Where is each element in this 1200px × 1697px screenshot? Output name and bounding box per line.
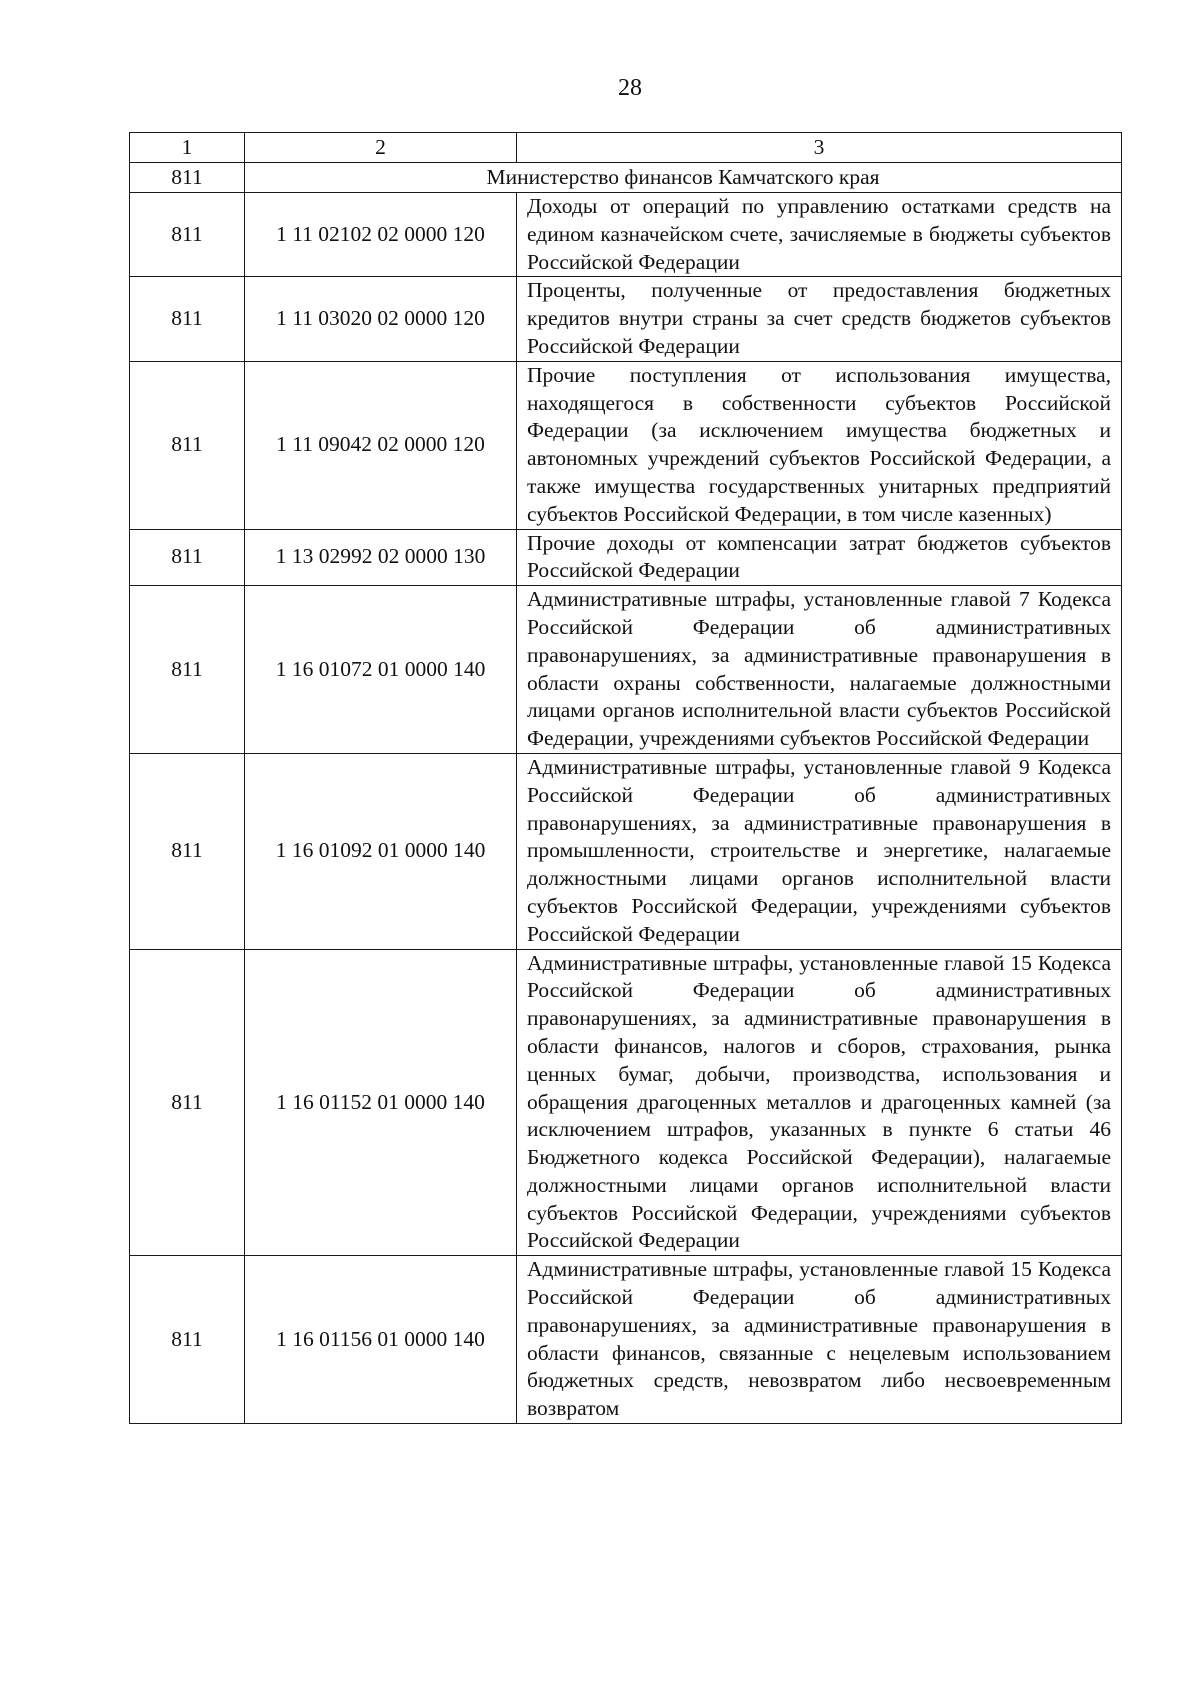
table-header-row: [130, 133, 1122, 163]
table-row: [130, 949, 1122, 1256]
budget-code-cell: 1 16 01092 01 0000 140: [245, 753, 517, 949]
admin-code-cell: 811: [130, 529, 245, 586]
description-cell: Проценты, полученные от предоставления бюджетных кредитов внутри страны за счет средств бюджетов субъектов Российской Федерации: [517, 277, 1122, 361]
table-row: [130, 193, 1122, 277]
header-col-1: 1: [130, 133, 245, 163]
ministry-row: [130, 163, 1122, 193]
table-row: [130, 277, 1122, 361]
page-number: 28: [618, 75, 642, 101]
description-cell: Административные штрафы, установленные главой 9 Кодекса Российской Федерации об административных правонарушениях, за административные правонарушения в промышленности, строительстве и энергетике, налагаемые должностными лицами органов исполнительной власти субъектов Российской Федерации, учреждениями субъектов Российской Федерации: [517, 753, 1122, 949]
admin-code-cell: 811: [130, 1256, 245, 1424]
budget-code-cell: 1 11 02102 02 0000 120: [245, 193, 517, 277]
description-cell: Административные штрафы, установленные главой 7 Кодекса Российской Федерации об административных правонарушениях, за административные правонарушения в области охраны собственности, налагаемые должностными лицами органов исполнительной власти субъектов Российской Федерации, учреждениями субъектов Российской Федерации: [517, 586, 1122, 754]
admin-code-cell: 811: [130, 949, 245, 1256]
table-row: [130, 753, 1122, 949]
budget-code-cell: 1 16 01072 01 0000 140: [245, 586, 517, 754]
description-cell: Прочие поступления от использования имущества, находящегося в собственности субъектов Российской Федерации (за исключением имущества бюджетных и автономных учреждений субъектов Российской Федерации, а также имущества государственных унитарных предприятий субъектов Российской Федерации, в том числе казенных): [517, 361, 1122, 529]
description-cell: Доходы от операций по управлению остатками средств на едином казначейском счете, зачисляемые в бюджеты субъектов Российской Федерации: [517, 193, 1122, 277]
table-row: [130, 586, 1122, 754]
admin-code-cell: 811: [130, 361, 245, 529]
budget-code-cell: 1 11 09042 02 0000 120: [245, 361, 517, 529]
budget-code-cell: 1 13 02992 02 0000 130: [245, 529, 517, 586]
ministry-code: 811: [130, 163, 245, 193]
header-col-2: 2: [245, 133, 517, 163]
table-row: [130, 1256, 1122, 1424]
table-row: [130, 361, 1122, 529]
admin-code-cell: 811: [130, 277, 245, 361]
admin-code-cell: 811: [130, 193, 245, 277]
admin-code-cell: 811: [130, 753, 245, 949]
budget-code-cell: 1 16 01152 01 0000 140: [245, 949, 517, 1256]
admin-code-cell: 811: [130, 586, 245, 754]
budget-code-cell: 1 11 03020 02 0000 120: [245, 277, 517, 361]
description-cell: Административные штрафы, установленные главой 15 Кодекса Российской Федерации об административных правонарушениях, за административные правонарушения в области финансов, связанные с нецелевым использованием бюджетных средств, невозвратом либо несвоевременным возвратом: [517, 1256, 1122, 1424]
table-row: [130, 529, 1122, 586]
header-col-3: 3: [517, 133, 1122, 163]
ministry-name: Министерство финансов Камчатского края: [245, 163, 1122, 193]
budget-code-cell: 1 16 01156 01 0000 140: [245, 1256, 517, 1424]
description-cell: Административные штрафы, установленные главой 15 Кодекса Российской Федерации об административных правонарушениях, за административные правонарушения в области финансов, налогов и сборов, страхования, рынка ценных бумаг, добычи, производства, использования и обращения драгоценных металлов и драгоценных камней (за исключением штрафов, указанных в пункте 6 статьи 46 Бюджетного кодекса Российской Федерации), налагаемые должностными лицами органов исполнительной власти субъектов Российской Федерации, учреждениями субъектов Российской Федерации: [517, 949, 1122, 1256]
description-cell: Прочие доходы от компенсации затрат бюджетов субъектов Российской Федерации: [517, 529, 1122, 586]
revenue-codes-table: [129, 132, 1122, 1424]
